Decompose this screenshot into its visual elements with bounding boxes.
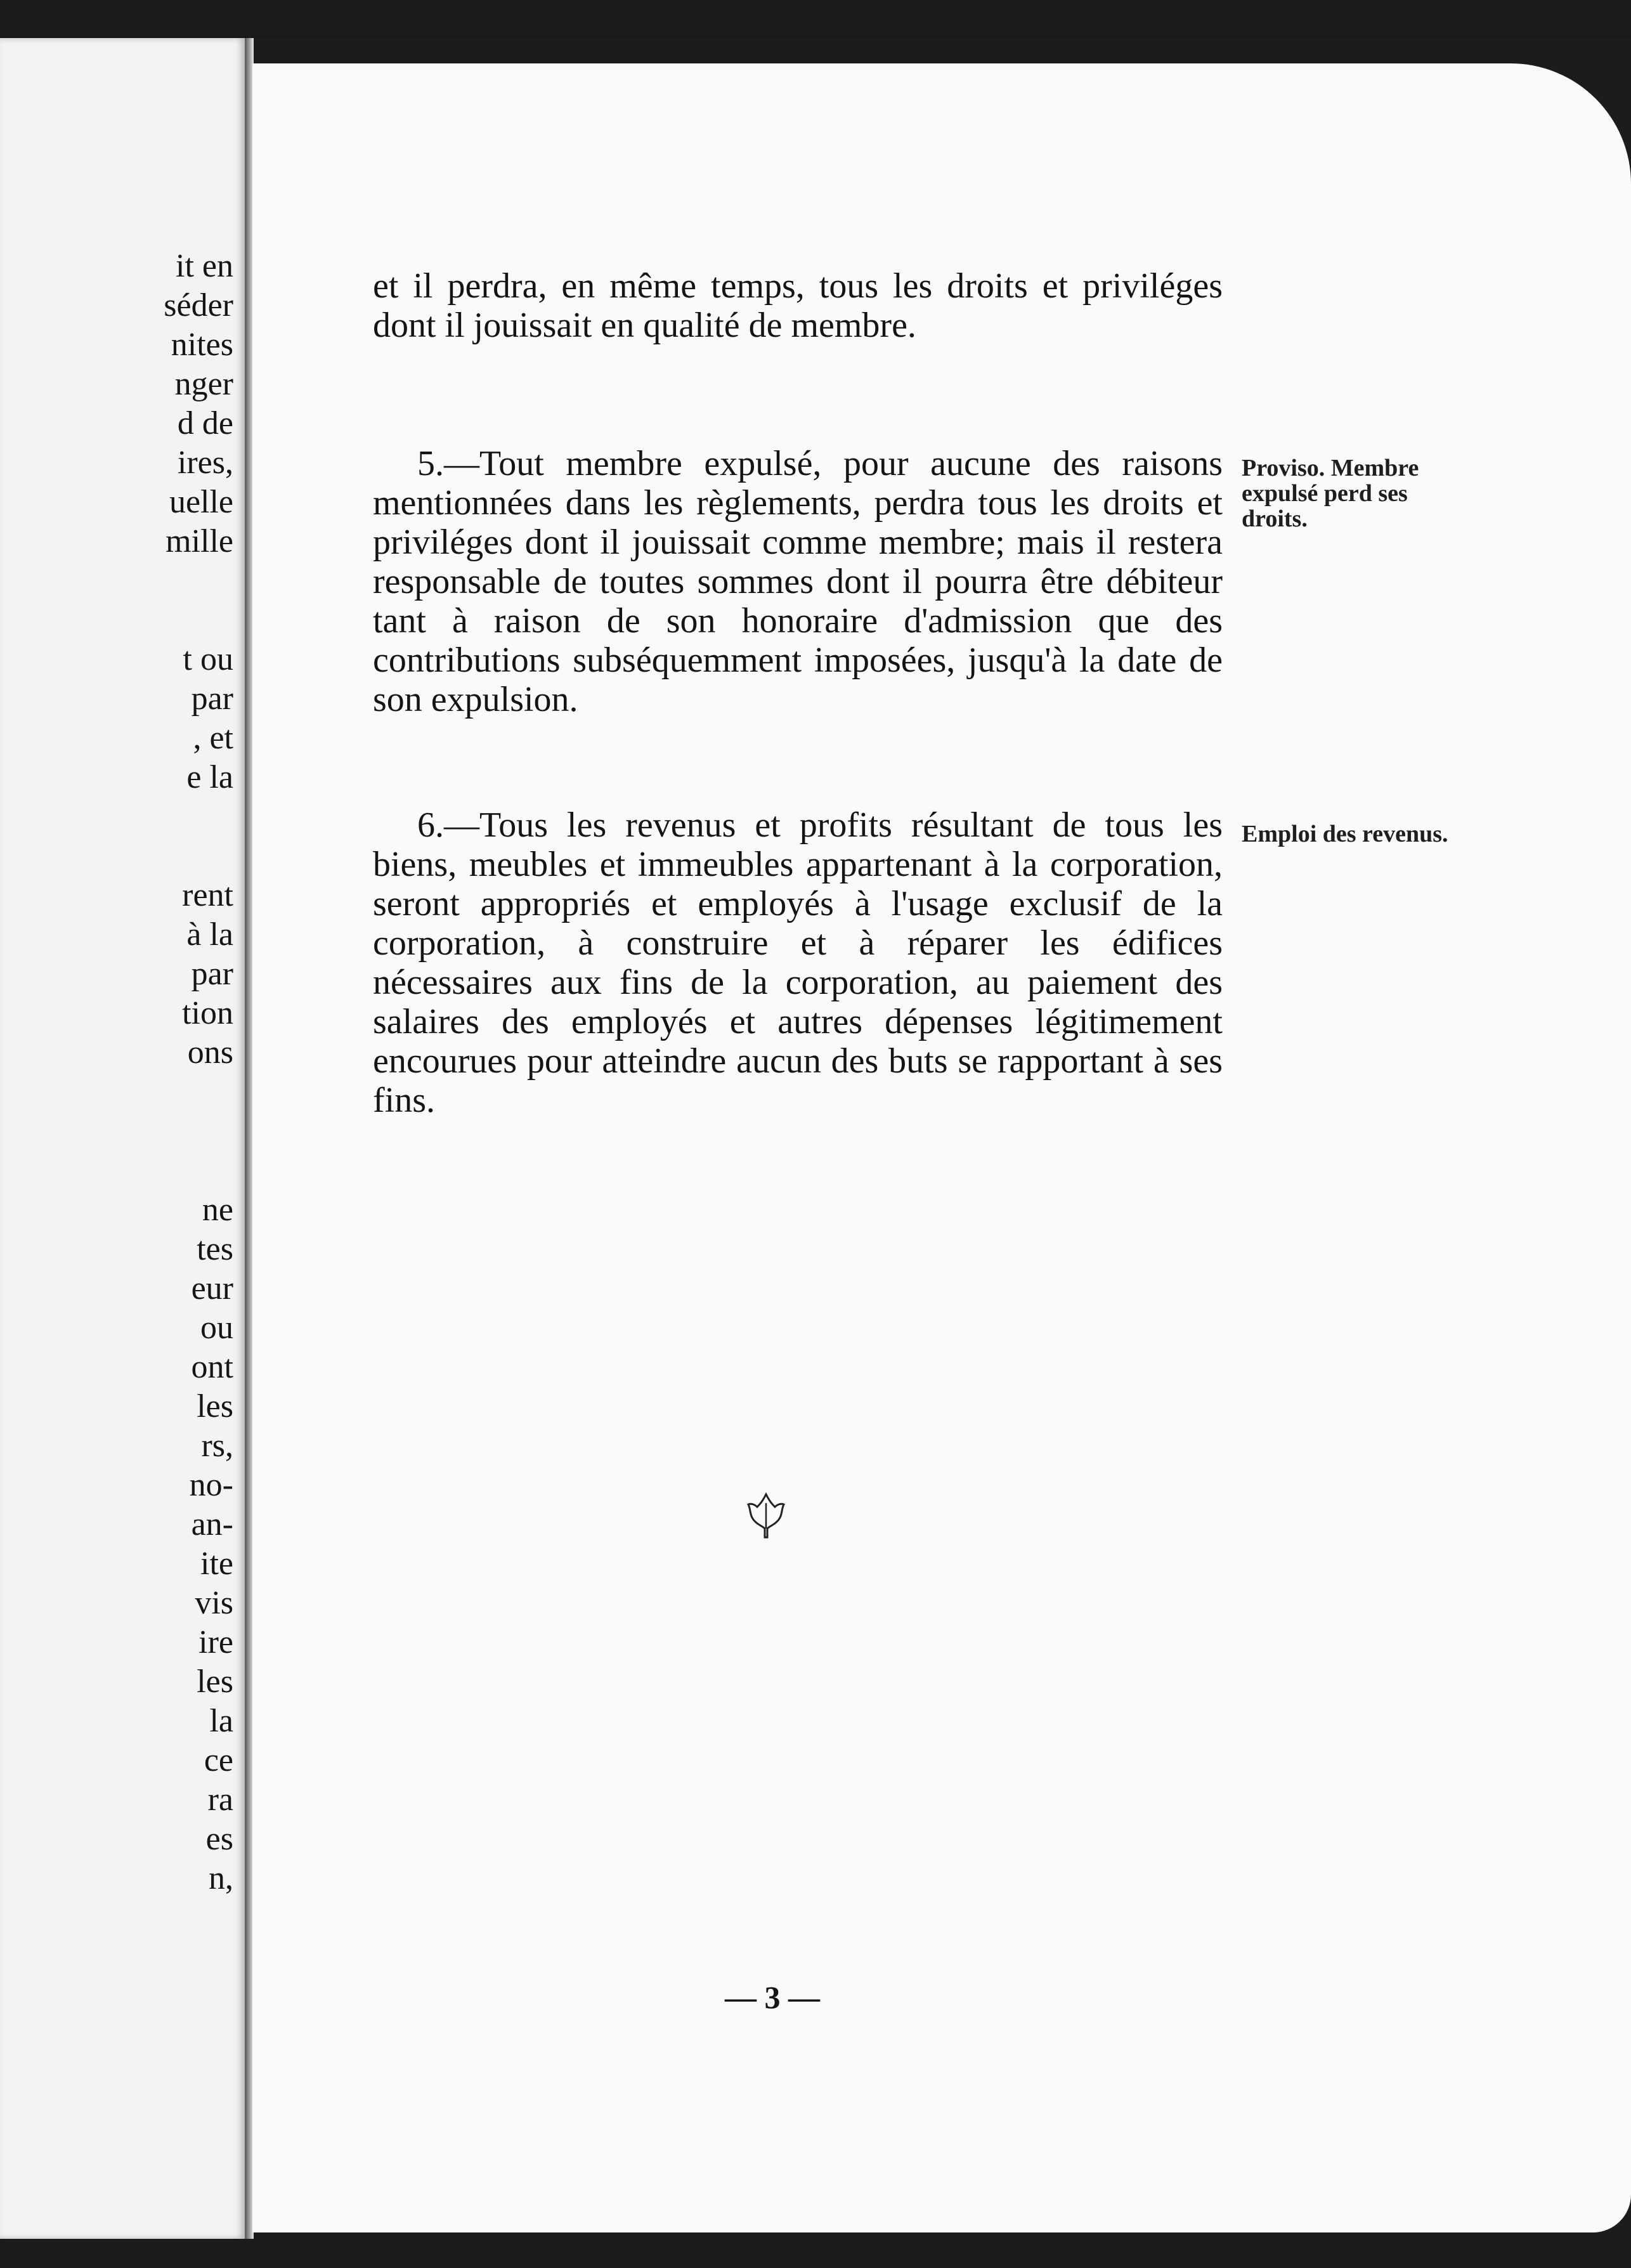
page-number: — 3 — — [725, 1979, 820, 2015]
left-page-line: ire — [198, 1624, 233, 1660]
left-page-line: ne — [202, 1192, 233, 1228]
left-page-line: ont — [191, 1349, 233, 1385]
left-page-line: rent — [182, 877, 233, 913]
left-page-line: nites — [171, 327, 233, 363]
left-page-line: ce — [204, 1742, 233, 1778]
left-page-line: tion — [182, 995, 233, 1031]
scan-border — [0, 0, 1631, 38]
margin-note-section-5: Proviso. Membre expulsé perd ses droits. — [1242, 455, 1419, 532]
left-page-line: tes — [197, 1231, 233, 1267]
section-6-paragraph — [373, 805, 1223, 1120]
main-page — [252, 63, 1631, 2232]
margin-note-section-6: Emploi des revenus. — [1242, 821, 1448, 847]
continuation-text: et il perdra, en même temps, tous les droits et priviléges dont il jouissait en qualité de membre. — [373, 266, 1223, 345]
left-page-line: uelle — [169, 484, 233, 520]
left-page-line: les — [197, 1388, 233, 1424]
section-5-paragraph — [373, 444, 1223, 719]
section-5-text: 5.—Tout membre expulsé, pour aucune des raisons mentionnées dans les règlements, perdra tous les droits et priviléges dont il jouissait comme membre; mais il restera responsable de toutes sommes dont il pourra être débiteur tant à raison de son honoraire d'admission que des contributions subséquemment imposées, jusqu'à la date de son expulsion. — [373, 444, 1223, 719]
left-page-line: vis — [195, 1585, 233, 1621]
left-page-line: it en — [176, 248, 233, 284]
left-page-line: ires, — [177, 445, 233, 481]
left-page-line: séder — [164, 287, 233, 323]
left-page-line: ite — [200, 1546, 233, 1582]
continuation-paragraph — [373, 266, 1223, 345]
left-page-line: t ou — [183, 641, 233, 677]
left-page-line: nger — [174, 366, 233, 402]
left-facing-page — [0, 38, 245, 2239]
left-page-line: d de — [177, 405, 233, 441]
left-page-line: , et — [193, 720, 233, 756]
left-page-line: ou — [200, 1310, 233, 1346]
left-page-line: rs, — [201, 1428, 233, 1464]
left-page-line: par — [191, 681, 233, 717]
left-page-line: n, — [209, 1860, 233, 1896]
maple-leaf-icon — [741, 1490, 791, 1541]
left-page-line: les — [197, 1664, 233, 1700]
left-page-line: ra — [207, 1782, 233, 1818]
left-page-line: eur — [191, 1270, 233, 1307]
left-page-line: mille — [166, 523, 233, 559]
left-page-line: no- — [189, 1467, 233, 1503]
left-page-line: ons — [187, 1034, 233, 1071]
left-page-line: e la — [186, 759, 233, 795]
left-page-line: à la — [186, 916, 233, 953]
left-page-line: an- — [191, 1506, 233, 1542]
section-6-text: 6.—Tous les revenus et profits résultant de tous les biens, meubles et immeubles appartenant à la corporation, seront appropriés et employés à l'usage exclusif de la corporation, à construire et à réparer les édifices nécessaires aux fins de la corporation, au paiement des salaires des employés et autres dépenses légitimement encourues pour atteindre aucun des buts se rapportant à ses fins. — [373, 805, 1223, 1120]
left-page-line: es — [205, 1821, 233, 1857]
left-page-line: la — [209, 1703, 233, 1739]
left-page-line: par — [191, 956, 233, 992]
